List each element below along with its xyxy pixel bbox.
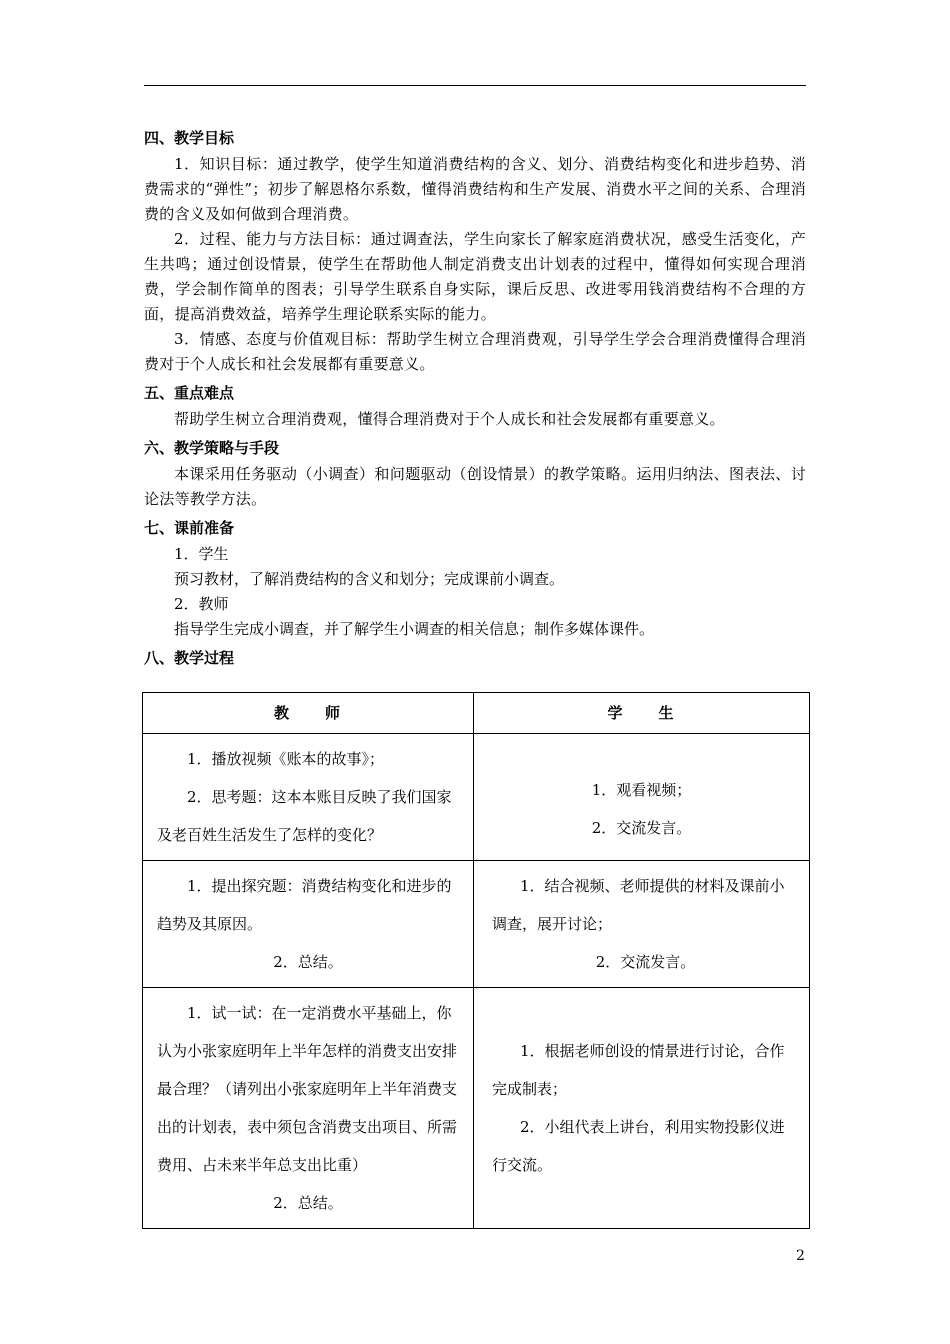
section-title-process: 八、教学过程 (144, 649, 235, 667)
student-line: 2．小组代表上讲台，利用实物投影仪进行交流。 (492, 1118, 785, 1174)
student-cell (474, 861, 810, 988)
prep-student-text: 预习教材，了解消费结构的含义和划分；完成课前小调查。 (174, 570, 565, 588)
key-points-text: 帮助学生树立合理消费观，懂得合理消费对于个人成长和社会发展都有重要意义。 (174, 410, 725, 428)
student-cell (474, 988, 810, 1229)
student-line: 2．交流发言。 (595, 953, 696, 971)
section-title-key-points: 五、重点难点 (144, 384, 235, 402)
teacher-line: 1．提出探究题：消费结构变化和进步的趋势及其原因。 (157, 877, 452, 933)
teacher-cell (143, 988, 474, 1229)
teacher-line: 2．总结。 (273, 1194, 343, 1212)
teacher-line: 1．试一试：在一定消费水平基础上，你认为小张家庭明年上半年怎样的消费支出安排最合理？（请列出小张家庭明年上半年消费支出的计划表，表中须包含消费支出项目、所需费用、占未来半年总支出比重） (157, 1004, 458, 1174)
student-line: 1．结合视频、老师提供的材料及课前小调查，展开讨论； (492, 877, 785, 933)
teacher-cell (143, 861, 474, 988)
document-body (144, 124, 806, 672)
student-cell (474, 734, 810, 861)
goal-item-2: 2．过程、能力与方法目标：通过调查法，学生向家长了解家庭消费状况，感受生活变化，产生共鸣；通过创设情景，使学生在帮助他人制定消费支出计划表的过程中，懂得如何实现合理消费，学会制作简单的图表；引导学生联系自身实际，课后反思、改进零用钱消费结构不合理的方面，提高消费效益，培养学生理论联系实际的能力。 (144, 230, 806, 323)
section-title-prep: 七、课前准备 (144, 519, 235, 537)
page-number: 2 (796, 1248, 805, 1264)
student-line: 2．交流发言。 (591, 819, 692, 837)
header-student: 学 生 (474, 693, 810, 734)
table-header-row (143, 693, 810, 734)
teaching-process-table (142, 692, 810, 1229)
section-title-strategy: 六、教学策略与手段 (144, 439, 280, 457)
prep-teacher-text: 指导学生完成小调查，并了解学生小调查的相关信息；制作多媒体课件。 (174, 620, 655, 638)
prep-student-label: 1．学生 (174, 545, 229, 563)
table-row (143, 861, 810, 988)
teacher-cell (143, 734, 474, 861)
teacher-line: 2．总结。 (273, 953, 343, 971)
strategy-text: 本课采用任务驱动（小调查）和问题驱动（创设情景）的教学策略。运用归纳法、图表法、讨论法等教学方法。 (144, 465, 806, 508)
prep-teacher-label: 2．教师 (174, 595, 229, 613)
goal-item-1: 1．知识目标：通过教学，使学生知道消费结构的含义、划分、消费结构变化和进步趋势、消费需求的“弹性”；初步了解恩格尔系数，懂得消费结构和生产发展、消费水平之间的关系、合理消费的含义及如何做到合理消费。 (144, 155, 806, 223)
header-teacher: 教 师 (143, 693, 474, 734)
table-row (143, 734, 810, 861)
teacher-line: 1．播放视频《账本的故事》； (187, 750, 385, 768)
goal-item-3: 3．情感、态度与价值观目标：帮助学生树立合理消费观，引导学生学会合理消费懂得合理消费对于个人成长和社会发展都有重要意义。 (144, 330, 806, 373)
student-line: 1．根据老师创设的情景进行讨论，合作完成制表； (492, 1042, 785, 1098)
header-rule (144, 85, 806, 86)
student-line: 1．观看视频； (591, 781, 692, 799)
teacher-line: 2．思考题：这本本账目反映了我们国家及老百姓生活发生了怎样的变化？ (157, 788, 452, 844)
section-title-goals: 四、教学目标 (144, 129, 235, 147)
table-row (143, 988, 810, 1229)
